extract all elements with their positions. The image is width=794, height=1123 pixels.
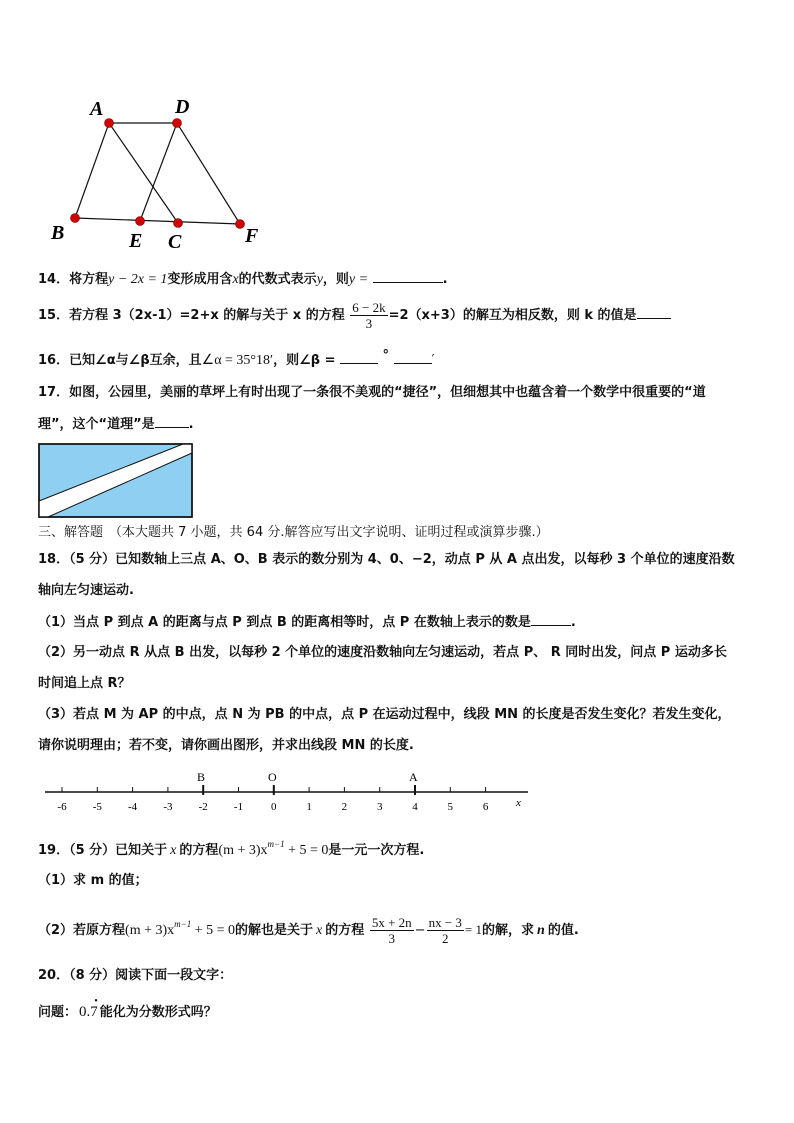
q18-p1a: （1）当点 P 到点 A 的距离与点 P 到点 B 的距离相等时，点 P 在数轴上表示的数是 — [38, 615, 531, 630]
question-18-line-2 — [38, 581, 134, 601]
point-B — [71, 214, 80, 223]
point-F — [236, 220, 245, 229]
label-O-point: O — [268, 770, 277, 784]
q16-minute-symbol: ′ — [431, 353, 435, 368]
question-19-part-1 — [38, 871, 148, 891]
q20-question-text: 能化为分数形式吗？ — [99, 1005, 217, 1020]
q19-p2-var-x: x — [316, 923, 323, 938]
q19-eq-b: + 5 = 0 — [284, 843, 329, 858]
segment-AB — [75, 123, 109, 218]
question-16 — [38, 346, 435, 371]
segment-DF — [177, 123, 240, 224]
q16-minute-blank — [394, 350, 432, 364]
q14-text-5: . — [442, 272, 448, 287]
point-C — [174, 219, 183, 228]
section-3-note: （本大题共 7 小题，共 64 分.解答应写出文字说明、证明过程或演算步骤.） — [109, 525, 549, 540]
q18-p2line2: 时间追上点 R？ — [38, 676, 131, 691]
label-B: B — [51, 222, 65, 244]
q18-line1: （5 分）已知数轴上三点 A、O、B 表示的数分别为 4、0、−2，动点 P 从 A 点出发，以每秒 3 个单位的速度沿数 — [69, 552, 735, 567]
point-D — [173, 119, 182, 128]
q19-p2d: 的解，求 — [482, 923, 535, 938]
q19-p2c: 的方程 — [325, 923, 365, 938]
q19-text-3: 是一元一次方程. — [328, 843, 425, 858]
question-20 — [38, 966, 232, 986]
q14-answer-blank — [373, 269, 443, 283]
q19-text-1: （5 分）已知关于 — [69, 843, 168, 858]
question-19-part-2 — [38, 914, 579, 946]
q19-fraction-1 — [370, 915, 414, 946]
question-17-line-1 — [38, 383, 706, 403]
q19-fraction-2 — [427, 915, 464, 946]
q15-fraction — [350, 300, 387, 331]
q19-p2-equation — [125, 919, 236, 938]
number-line-tick-label: -4 — [128, 801, 138, 813]
q20-decimal-value: 0.7 — [79, 1004, 98, 1020]
q15-text-2: =2（x+3）的解互为相反数，则 k 的值是 — [388, 308, 637, 323]
q18-p1-answer-blank — [531, 612, 571, 626]
q19-f1-denominator: 3 — [388, 931, 395, 946]
q18-number: 18． — [38, 552, 70, 567]
q17-number: 17． — [38, 385, 70, 400]
q19-f2-numerator: nx − 3 — [428, 915, 462, 930]
q16-angle: ∠α = 35°18′ — [201, 353, 274, 368]
q19-f2-denominator: 2 — [441, 931, 449, 946]
segment-DE — [140, 123, 177, 221]
number-line-tick-label: -3 — [163, 801, 173, 813]
q19-p2-eq-a: (m + 3)x — [125, 923, 175, 938]
number-line-tick-label: 5 — [447, 801, 454, 813]
question-15 — [38, 300, 671, 331]
point-A — [105, 119, 114, 128]
q16-degree-symbol: ° — [382, 348, 390, 363]
q14-var-x: x — [232, 272, 239, 287]
q16-text-1: 已知∠α与∠β互余，且 — [69, 353, 202, 368]
q19-equation — [218, 839, 329, 858]
q19-number: 19． — [38, 843, 70, 858]
section-3-title: 三、解答题 — [38, 525, 104, 540]
number-line-tick-label: 1 — [306, 801, 312, 813]
label-B-point: B — [197, 770, 206, 784]
number-line — [40, 768, 540, 818]
q19-var-x: x — [170, 843, 177, 858]
question-17-line-2 — [38, 414, 194, 435]
question-18-part-3-line-2 — [38, 736, 414, 756]
label-E: E — [129, 230, 143, 252]
q14-number: 14． — [38, 272, 70, 287]
q16-text-2: ，则∠β = — [273, 353, 336, 368]
q17-answer-blank — [155, 414, 189, 428]
section-3-heading — [38, 523, 549, 543]
q19-var-n: n — [537, 923, 545, 938]
park-shortcut-figure — [38, 443, 194, 519]
q20-repeating-decimal — [79, 996, 98, 1022]
question-14 — [38, 269, 448, 290]
number-line-tick-label: 3 — [376, 801, 383, 813]
number-line-tick-label: -2 — [198, 801, 208, 813]
q19-p1: （1）求 m 的值； — [38, 873, 148, 888]
q14-text-1: 将方程 — [69, 272, 109, 287]
label-A-point: A — [409, 770, 418, 784]
q17-line2a: 理”，这个“道理”是 — [38, 417, 155, 432]
point-E — [136, 217, 145, 226]
q15-answer-blank — [637, 305, 671, 319]
q17-line1: 如图，公园里，美丽的草坪上有时出现了一条很不美观的“捷径”，但细想其中也蕴含着一个数学中很重要的“道 — [69, 385, 706, 400]
axis-label-x: x — [516, 797, 521, 809]
q16-number: 16． — [38, 353, 70, 368]
q14-var-y: y — [316, 272, 323, 287]
q19-exponent: m−1 — [267, 839, 285, 849]
number-line-tick-label: 6 — [482, 801, 489, 813]
q19-p2-eq-b: + 5 = 0 — [191, 923, 236, 938]
q14-eq2: y = — [348, 272, 369, 287]
label-A: A — [90, 98, 104, 120]
question-20-problem — [38, 996, 217, 1023]
number-line-tick-label: -6 — [57, 801, 67, 813]
q19-text-2: 的方程 — [179, 843, 219, 858]
q16-degree-blank — [340, 350, 378, 364]
q19-p2a: （2）若原方程 — [38, 923, 126, 938]
label-F: F — [245, 225, 259, 247]
q15-number: 15． — [38, 308, 70, 323]
label-D: D — [175, 96, 190, 118]
q18-p3line2: 请你说明理由；若不变，请你画出图形，并求出线段 MN 的长度. — [38, 738, 414, 753]
q19-p2b: 的解也是关于 — [235, 923, 314, 938]
q15-text-1: 若方程 3（2x-1）=2+x 的解与关于 x 的方程 — [69, 308, 345, 323]
number-line-tick-label: -5 — [92, 801, 102, 813]
number-line-tick-label: 2 — [341, 801, 348, 813]
q20-repeat-dot: • — [94, 996, 98, 1007]
q20-number: 20． — [38, 968, 70, 983]
q14-text-4: ，则 — [322, 272, 349, 287]
question-19 — [38, 834, 424, 861]
q20-text-1: （8 分）阅读下面一段文字： — [69, 968, 233, 983]
q14-equation: y − 2x = 1 — [108, 272, 168, 287]
q17-line2b: . — [188, 417, 194, 432]
q14-text-3: 的代数式表示 — [238, 272, 317, 287]
q18-p3line1: （3）若点 M 为 AP 的中点，点 N 为 PB 的中点，点 P 在运动过程中，线段 MN 的长度是否发生变化？若发生变化， — [38, 707, 731, 722]
question-18-line-1 — [38, 550, 735, 570]
q18-line2: 轴向左匀速运动. — [38, 583, 134, 598]
number-line-tick-label: 4 — [412, 801, 418, 813]
segment-AC — [109, 123, 178, 223]
q19-minus: − — [414, 923, 426, 938]
label-C: C — [168, 231, 182, 253]
q18-p1b: . — [570, 615, 576, 630]
geometry-figure — [40, 90, 280, 255]
question-18-part-3-line-1 — [38, 705, 731, 725]
q19-p2e: 的值. — [547, 923, 579, 938]
question-18-part-1 — [38, 612, 576, 633]
q18-p2line1: （2）另一动点 R 从点 B 出发，以每秒 2 个单位的速度沿数轴向左匀速运动，若点 P、 R 同时出发，问点 P 运动多长 — [38, 645, 727, 660]
segment-BF — [75, 218, 240, 224]
q19-eq-a: (m + 3)x — [218, 843, 268, 858]
q19-p2-exponent: m−1 — [174, 919, 192, 929]
question-18-part-2-line-2 — [38, 674, 131, 694]
q15-frac-numerator: 6 − 2k — [352, 300, 386, 315]
number-line-tick-label: 0 — [271, 801, 277, 813]
q19-f1-numerator: 5x + 2n — [371, 915, 412, 930]
q20-question-label: 问题： — [38, 1005, 78, 1020]
number-line-tick-label: -1 — [233, 801, 244, 813]
q15-frac-denominator: 3 — [365, 316, 373, 331]
question-18-part-2-line-1 — [38, 643, 727, 663]
q19-eq1: = 1 — [464, 922, 482, 937]
q14-text-2: 变形成用含 — [167, 272, 233, 287]
